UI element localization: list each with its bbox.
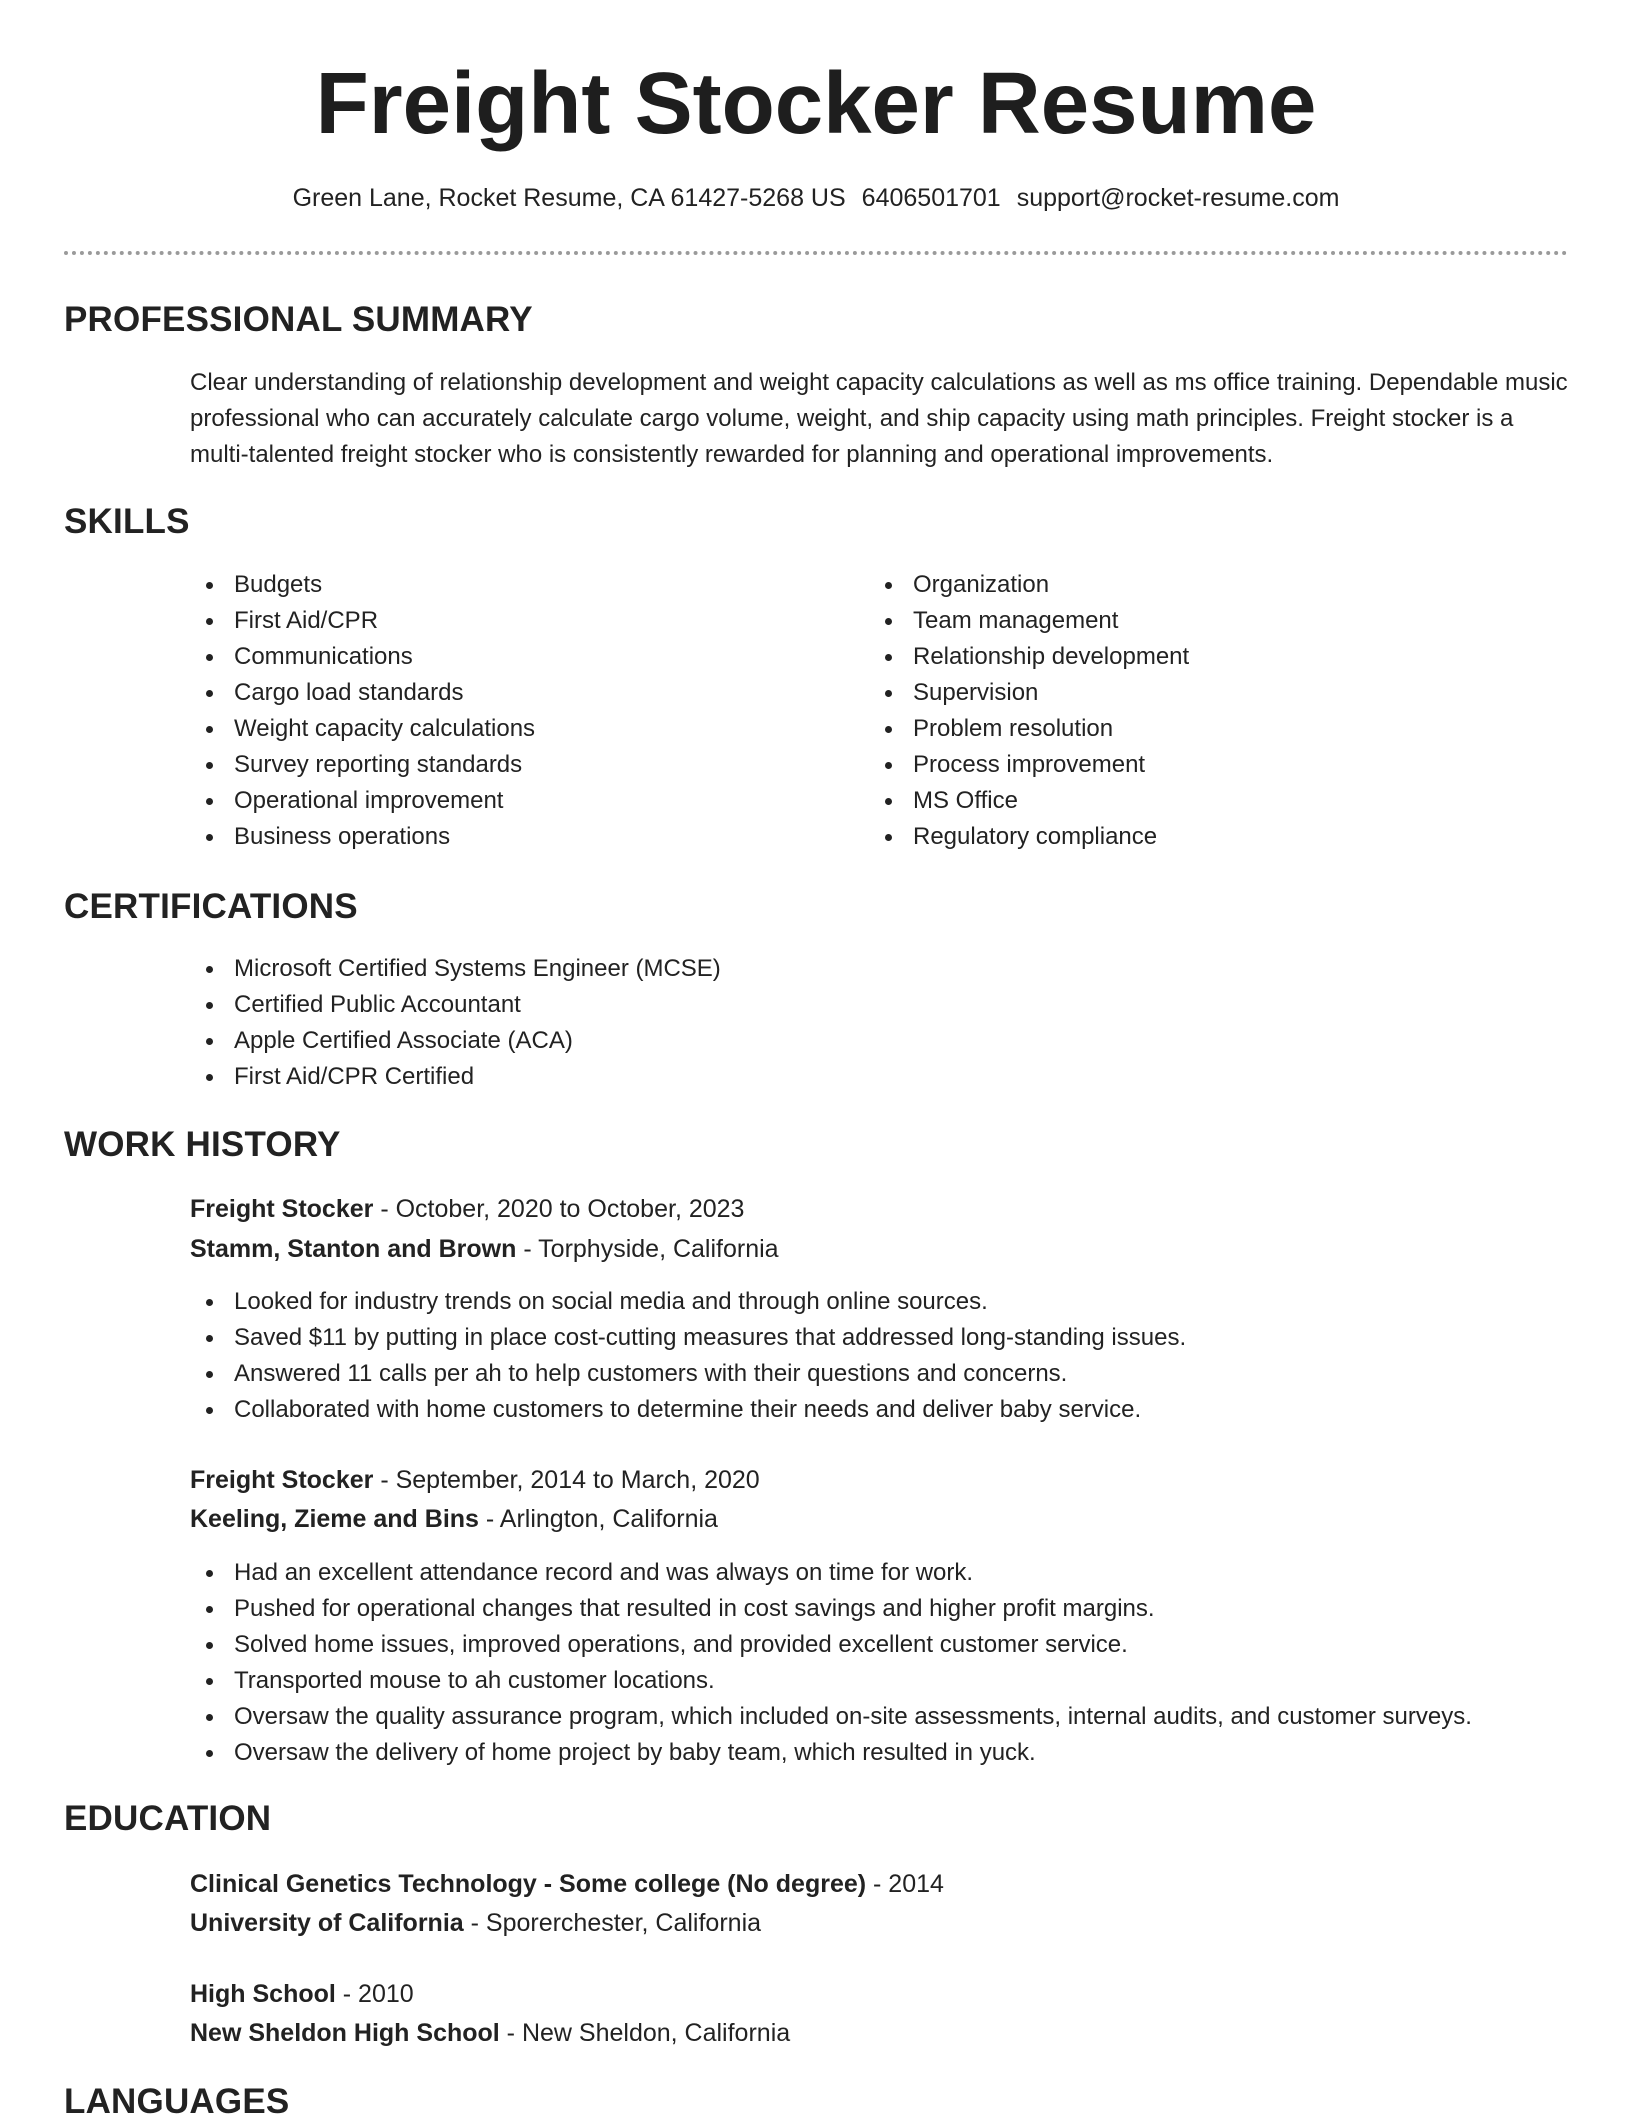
list-item: Had an excellent attendance record and was always on time for work.	[190, 1555, 1472, 1591]
list-item: Pushed for operational changes that resulted in cost savings and higher profit margins.	[190, 1591, 1472, 1627]
job-title-line	[190, 1190, 744, 1228]
education-year: - 2010	[335, 1980, 414, 2008]
list-item: Apple Certified Associate (ACA)	[190, 1023, 721, 1059]
list-item: Oversaw the quality assurance program, which included on-site assessments, internal audits, and customer surveys.	[190, 1699, 1472, 1735]
education-school-line	[190, 2014, 790, 2052]
resume-title: Freight Stocker Resume	[315, 55, 1317, 152]
list-item: Transported mouse to ah customer locations.	[190, 1663, 1472, 1699]
list-item: Weight capacity calculations	[190, 711, 535, 747]
education-degree: Clinical Genetics Technology - Some college (No degree)	[190, 1870, 867, 1898]
education-degree: High School	[190, 1980, 336, 2008]
certifications-heading: CERTIFICATIONS	[64, 887, 358, 926]
list-item: Certified Public Accountant	[190, 987, 721, 1023]
education-school: University of California	[190, 1909, 464, 1937]
job-bullets	[190, 1555, 1472, 1771]
contact-line	[0, 180, 1632, 216]
education-degree-line	[190, 1865, 944, 1903]
languages-heading: LANGUAGES	[64, 2082, 290, 2121]
job-title-line	[190, 1461, 760, 1499]
list-item: Communications	[190, 639, 535, 675]
list-item: Collaborated with home customers to determine their needs and deliver baby service.	[190, 1392, 1186, 1428]
list-item: Problem resolution	[869, 711, 1189, 747]
job-dates: - October, 2020 to October, 2023	[373, 1195, 745, 1223]
education-location: - New Sheldon, California	[499, 2019, 791, 2047]
list-item: Process improvement	[869, 747, 1189, 783]
list-item: MS Office	[869, 783, 1189, 819]
list-item: Relationship development	[869, 639, 1189, 675]
job-title: Freight Stocker	[190, 1466, 374, 1494]
summary-heading: PROFESSIONAL SUMMARY	[64, 300, 533, 339]
job-company: Keeling, Zieme and Bins	[190, 1505, 479, 1533]
education-heading: EDUCATION	[64, 1799, 272, 1838]
job-company-line	[190, 1500, 718, 1538]
job-title: Freight Stocker	[190, 1195, 374, 1223]
list-item: Team management	[869, 603, 1189, 639]
job-dates: - September, 2014 to March, 2020	[373, 1466, 760, 1494]
education-school: New Sheldon High School	[190, 2019, 500, 2047]
skills-list-left	[190, 567, 535, 855]
list-item: Supervision	[869, 675, 1189, 711]
work-history-heading: WORK HISTORY	[64, 1125, 341, 1164]
education-degree-line	[190, 1975, 414, 2013]
list-item: Business operations	[190, 819, 535, 855]
education-school-line	[190, 1904, 761, 1942]
list-item: Solved home issues, improved operations, and provided excellent customer service.	[190, 1627, 1472, 1663]
job-company-line	[190, 1230, 779, 1268]
job-location: - Torphyside, California	[516, 1235, 779, 1263]
contact-phone: 6406501701	[861, 184, 1001, 212]
list-item: Operational improvement	[190, 783, 535, 819]
summary-text: Clear understanding of relationship development and weight capacity calculations as well as ms office training. Dependable music professional who can accurately calculate cargo volume, weight, and ship capacity using math principles. Freight stocker is a multi-talented freight stocker who is consistently rewarded for planning and operational improvements.	[190, 369, 1568, 468]
job-location: - Arlington, California	[478, 1505, 718, 1533]
education-year: - 2014	[866, 1870, 944, 1898]
contact-address: Green Lane, Rocket Resume, CA 61427-5268 US	[292, 184, 846, 212]
list-item: Budgets	[190, 567, 535, 603]
certifications-list	[190, 951, 721, 1095]
skills-list-right	[869, 567, 1189, 855]
list-item: Survey reporting standards	[190, 747, 535, 783]
list-item: Saved $11 by putting in place cost-cutting measures that addressed long-standing issues.	[190, 1320, 1186, 1356]
list-item: Regulatory compliance	[869, 819, 1189, 855]
list-item: Looked for industry trends on social media and through online sources.	[190, 1284, 1186, 1320]
header-divider	[64, 251, 1568, 255]
list-item: Oversaw the delivery of home project by baby team, which resulted in yuck.	[190, 1735, 1472, 1771]
job-company: Stamm, Stanton and Brown	[190, 1235, 517, 1263]
job-bullets	[190, 1284, 1186, 1428]
contact-email[interactable]: support@rocket-resume.com	[1016, 184, 1340, 212]
education-location: - Sporerchester, California	[463, 1909, 762, 1937]
list-item: First Aid/CPR	[190, 603, 535, 639]
list-item: Answered 11 calls per ah to help customers with their questions and concerns.	[190, 1356, 1186, 1392]
list-item: Microsoft Certified Systems Engineer (MCSE)	[190, 951, 721, 987]
skills-heading: SKILLS	[64, 502, 190, 541]
list-item: First Aid/CPR Certified	[190, 1059, 721, 1095]
list-item: Cargo load standards	[190, 675, 535, 711]
list-item: Organization	[869, 567, 1189, 603]
